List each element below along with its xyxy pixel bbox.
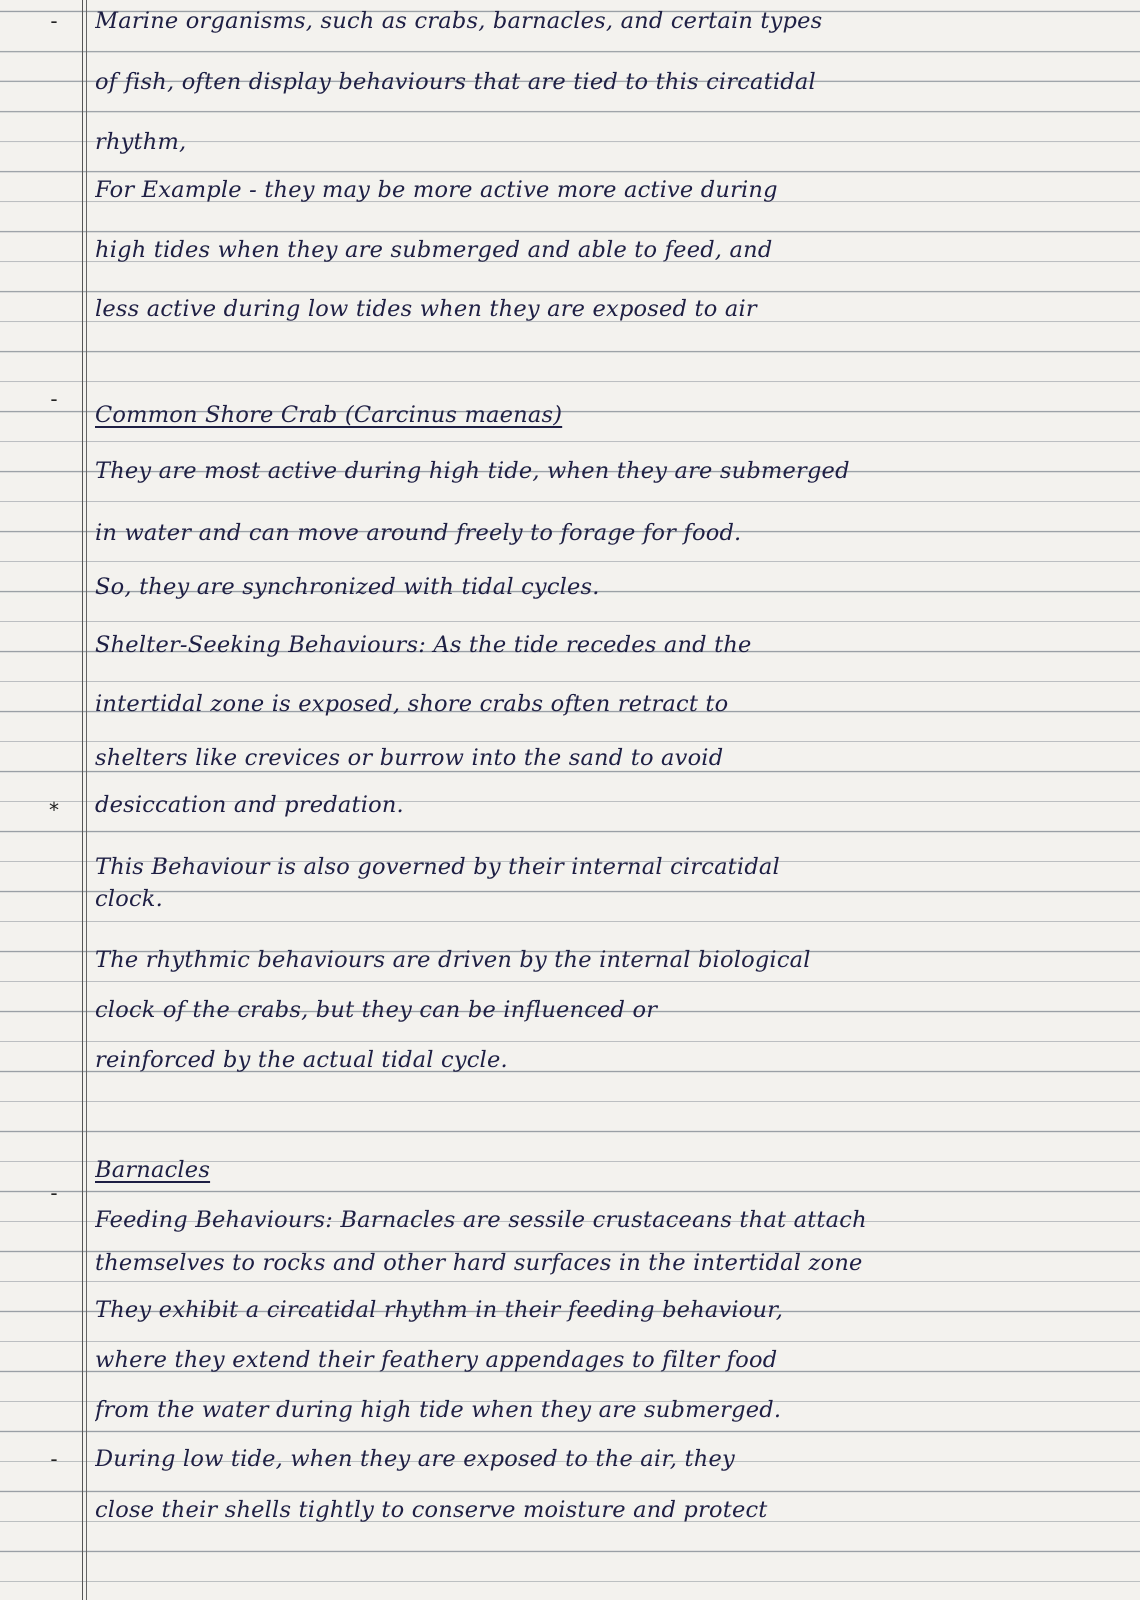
note-line: They are most active during high tide, when they are submerged [95,458,850,484]
note-line: This Behaviour is also governed by their internal circatidal [95,854,780,880]
note-line: They exhibit a circatidal rhythm in their feeding behaviour, [95,1297,784,1323]
section-heading: Barnacles [95,1157,211,1183]
note-line: close their shells tightly to conserve moisture and protect [95,1497,768,1523]
bullet-dash: - [50,9,58,33]
bullet-dash: - [50,387,58,411]
note-line: Shelter-Seeking Behaviours: As the tide recedes and the [95,632,752,658]
note-line: rhythm, [95,129,187,155]
note-line: themselves to rocks and other hard surfaces in the intertidal zone [95,1250,863,1276]
note-line: in water and can move around freely to forage for food. [95,520,742,546]
note-line: less active during low tides when they are exposed to air [95,296,757,322]
bullet-star: * [49,798,59,822]
note-line: high tides when they are submerged and able to feed, and [95,237,773,263]
note-line: During low tide, when they are exposed to the air, they [95,1446,735,1472]
bullet-dash: - [50,1181,58,1205]
margin-line-inner [86,0,87,1600]
note-line: clock. [95,886,163,912]
note-line: So, they are synchronized with tidal cycles. [95,574,600,600]
note-line: Marine organisms, such as crabs, barnacles, and certain types [95,8,823,34]
note-line: reinforced by the actual tidal cycle. [95,1047,508,1073]
note-line: intertidal zone is exposed, shore crabs often retract to [95,691,729,717]
margin-line [82,0,83,1600]
note-line: clock of the crabs, but they can be influenced or [95,997,658,1023]
note-line: of fish, often display behaviours that are tied to this circatidal [95,69,816,95]
note-line: For Example - they may be more active more active during [95,177,778,203]
note-line: from the water during high tide when they are submerged. [95,1397,782,1423]
note-line: shelters like crevices or burrow into the sand to avoid [95,745,724,771]
note-line: The rhythmic behaviours are driven by the internal biological [95,947,811,973]
bullet-dash: - [50,1447,58,1471]
note-line: desiccation and predation. [95,792,404,818]
note-line: where they extend their feathery appendages to filter food [95,1347,778,1373]
note-line: Feeding Behaviours: Barnacles are sessile crustaceans that attach [95,1207,867,1233]
section-heading: Common Shore Crab (Carcinus maenas) [95,402,563,428]
